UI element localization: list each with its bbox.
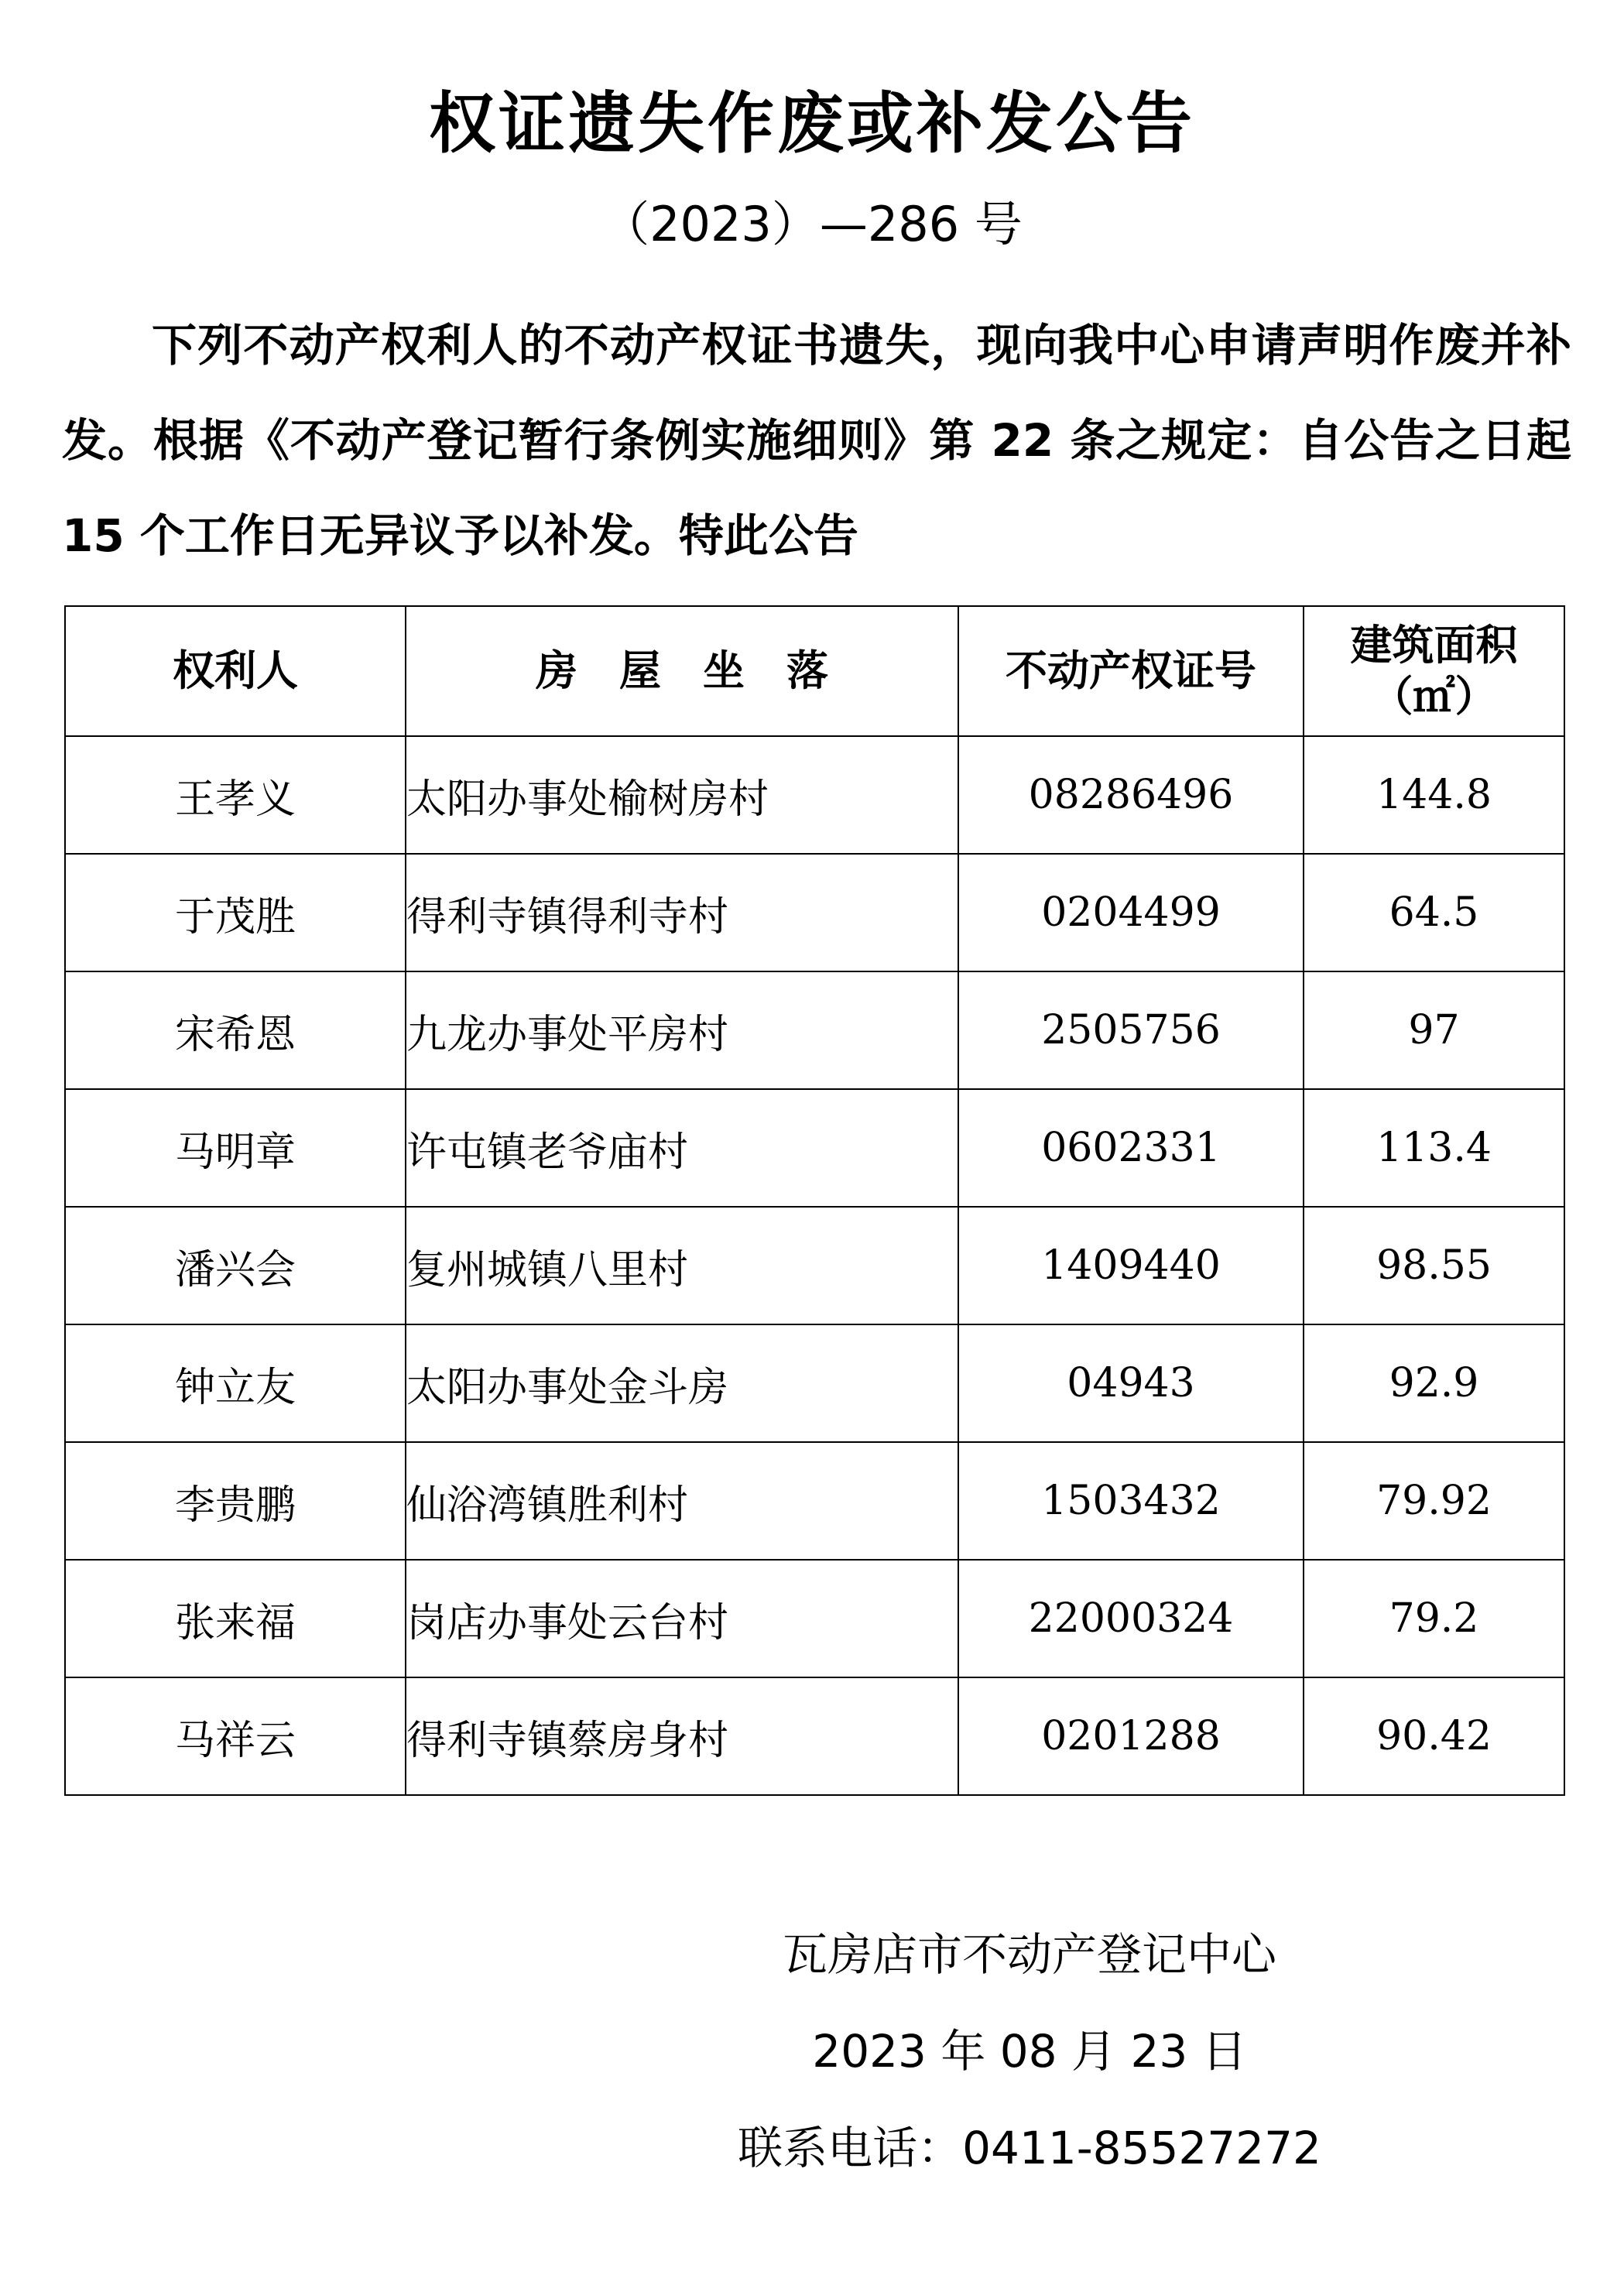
cell-location: 仙浴湾镇胜利村 [406, 1442, 958, 1560]
cell-location: 许屯镇老爷庙村 [406, 1089, 958, 1207]
header-area-unit: （㎡） [1371, 672, 1497, 721]
header-area-label: 建筑面积 [1350, 621, 1518, 670]
cell-holder: 马祥云 [65, 1677, 406, 1795]
issuing-organization: 瓦房店市不动产登记中心 [782, 1928, 1276, 1981]
cell-area: 97 [1304, 971, 1564, 1089]
cell-cert-no: 08286496 [958, 736, 1304, 854]
notice-body: 下列不动产权利人的不动产权证书遗失，现向我中心申请声明作废并补发。根据《不动产登记暂行条例实施细则》第 22 条之规定：自公告之日起 15 个工作日无异议予以补发。特此公告 [62, 319, 1571, 562]
header-area [1304, 606, 1564, 736]
cell-area: 79.92 [1304, 1442, 1564, 1560]
cell-cert-no: 2505756 [958, 971, 1304, 1089]
header-holder: 权利人 [65, 606, 406, 736]
table-row [65, 854, 1564, 971]
cell-cert-no: 04943 [958, 1324, 1304, 1442]
contact-phone: 联系电话：0411-85527272 [738, 2122, 1321, 2174]
cell-cert-no: 1503432 [958, 1442, 1304, 1560]
cell-holder: 马明章 [65, 1089, 406, 1207]
table-row [65, 1677, 1564, 1795]
cell-location: 得利寺镇蔡房身村 [406, 1677, 958, 1795]
cell-cert-no: 0201288 [958, 1677, 1304, 1795]
cell-holder: 宋希恩 [65, 971, 406, 1089]
cell-cert-no: 0204499 [958, 854, 1304, 971]
cell-location: 九龙办事处平房村 [406, 971, 958, 1089]
cell-area: 79.2 [1304, 1560, 1564, 1677]
cell-holder: 于茂胜 [65, 854, 406, 971]
cell-cert-no: 1409440 [958, 1207, 1304, 1324]
cell-location: 复州城镇八里村 [406, 1207, 958, 1324]
table-row [65, 1207, 1564, 1324]
issue-date: 2023 年 08 月 23 日 [812, 2025, 1247, 2078]
records-table [64, 605, 1565, 1796]
table-row [65, 1089, 1564, 1207]
cell-area: 98.55 [1304, 1207, 1564, 1324]
notice-number: （2023）—286 号 [601, 196, 1023, 252]
cell-cert-no: 22000324 [958, 1560, 1304, 1677]
header-cert-no: 不动产权证号 [958, 606, 1304, 736]
notice-title: 权证遗失作废或补发公告 [429, 85, 1195, 163]
table-row [65, 1442, 1564, 1560]
cell-holder: 李贵鹏 [65, 1442, 406, 1560]
cell-holder: 钟立友 [65, 1324, 406, 1442]
cell-holder: 王孝义 [65, 736, 406, 854]
cell-area: 90.42 [1304, 1677, 1564, 1795]
cell-location: 太阳办事处金斗房 [406, 1324, 958, 1442]
cell-location: 太阳办事处榆树房村 [406, 736, 958, 854]
cell-location: 得利寺镇得利寺村 [406, 854, 958, 971]
header-location: 房 屋 坐 落 [406, 606, 958, 736]
table-row [65, 1560, 1564, 1677]
cell-holder: 张来福 [65, 1560, 406, 1677]
cell-cert-no: 0602331 [958, 1089, 1304, 1207]
table-row [65, 971, 1564, 1089]
cell-area: 144.8 [1304, 736, 1564, 854]
cell-holder: 潘兴会 [65, 1207, 406, 1324]
table-row [65, 1324, 1564, 1442]
cell-area: 64.5 [1304, 854, 1564, 971]
cell-area: 113.4 [1304, 1089, 1564, 1207]
cell-location: 岗店办事处云台村 [406, 1560, 958, 1677]
cell-area: 92.9 [1304, 1324, 1564, 1442]
table-header-row [65, 606, 1564, 736]
table-row [65, 736, 1564, 854]
